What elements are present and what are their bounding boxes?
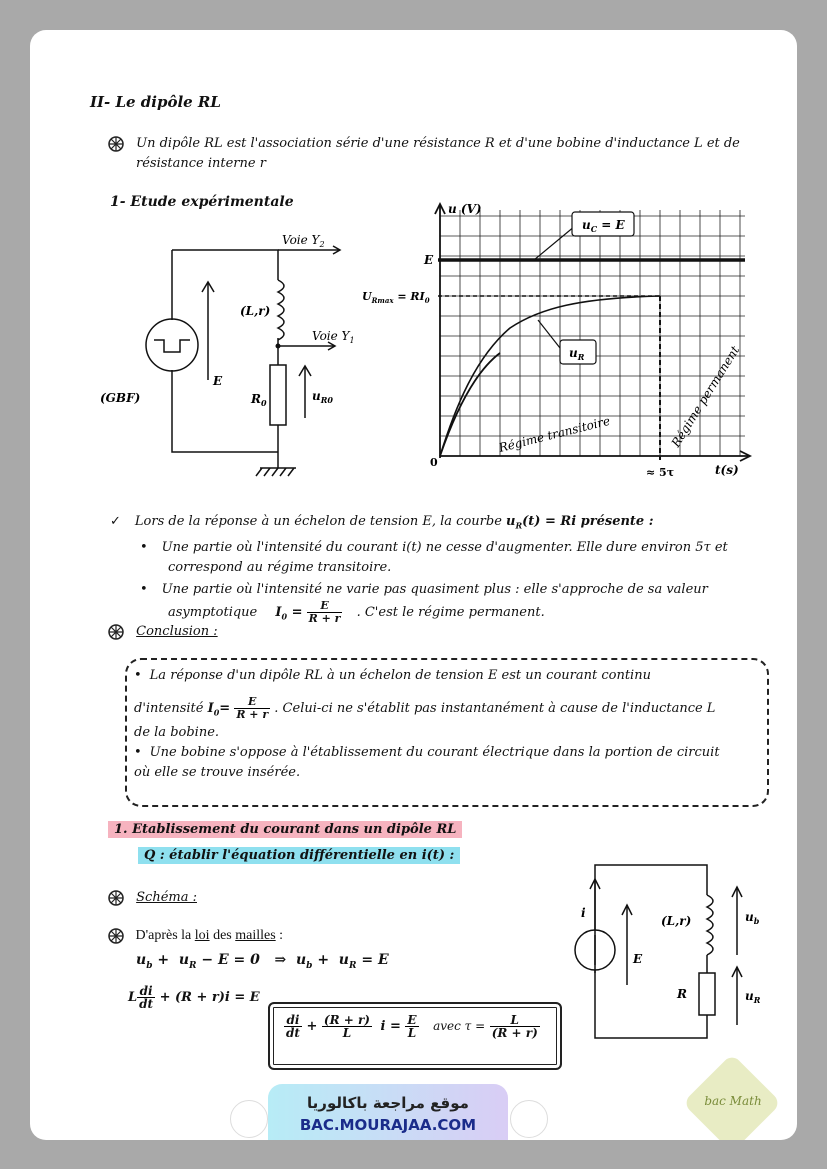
ur0-label: $u_{R0}$ xyxy=(312,389,333,405)
flower-bullet-icon xyxy=(108,136,124,152)
origin-label: 0 xyxy=(430,456,438,469)
observations xyxy=(110,512,780,626)
circuit2-e-label: E xyxy=(633,952,643,966)
y-axis-label: u (V) xyxy=(448,202,482,216)
rl-circuit-diagram xyxy=(90,220,370,490)
banner-arabic: موقع مراجعة باكالوريا xyxy=(307,1094,469,1112)
obs-intro-u: u xyxy=(506,514,516,529)
regime-permanent-label: Régime permanent xyxy=(668,343,743,450)
left-logo-icon xyxy=(230,1100,268,1138)
x-axis-label: t(s) xyxy=(715,463,739,477)
voie-y2-label: Voie $Y_2$ xyxy=(282,233,325,249)
circuit2-ur-label: $u_R$ xyxy=(745,989,761,1005)
obs-eq: = xyxy=(287,604,303,620)
conclusion-dintensite: d'intensité xyxy=(134,701,204,716)
flower-bullet-icon xyxy=(108,624,124,640)
section2-title: 1. Etablissement du courant dans un dipôle RL xyxy=(108,820,462,840)
bullet-icon: • xyxy=(140,539,148,555)
obs-bullet2-end: . C'est le régime permanent. xyxy=(356,604,545,620)
loi-d: mailles xyxy=(235,928,276,943)
conclusion-heading xyxy=(108,622,218,642)
e-voltage-label: E xyxy=(213,374,223,388)
schema-heading xyxy=(108,888,197,908)
current-i-label: i xyxy=(581,906,586,920)
circuit2-lr-label: (L,r) xyxy=(661,914,692,928)
site-banner[interactable] xyxy=(268,1084,508,1140)
obs-i0: I xyxy=(275,604,282,620)
obs-asymptotique: asymptotique xyxy=(168,604,258,620)
conclusion-b2-line2: où elle se trouve insérée. xyxy=(134,764,301,780)
gbf-label: (GBF) xyxy=(100,391,141,405)
obs-intro-d: (t) = Ri présente : xyxy=(522,514,654,529)
response-graph xyxy=(360,198,755,483)
conclusion-b1-line3: de la bobine. xyxy=(134,724,220,740)
ur-callout: $u_R$ xyxy=(569,346,585,362)
regime-transitoire-label: Régime transitoire xyxy=(497,413,612,455)
obs-intro-sub: R xyxy=(515,520,523,531)
five-tau-label: ≈ 5τ xyxy=(646,466,675,479)
document-page xyxy=(30,30,797,1140)
definition-line1: Un dipôle RL est l'association série d'une résistance R et d'une bobine d'inductance L et de xyxy=(136,136,740,151)
question: Q : établir l'équation différentielle en i(t) : xyxy=(138,846,460,866)
boxed-equation-content: $\frac{di}{dt}$ + $\frac{(R + r)}{L}$ i = $\frac{E}{L}$ avec τ = $\frac{L}{(R + r)}$ xyxy=(286,1013,538,1040)
conclusion-fraction: $\frac{E}{R + r}$ xyxy=(236,695,269,721)
flower-bullet-icon xyxy=(108,928,124,944)
conclusion-b1-line1: La réponse d'un dipôle RL à un échelon de tension E est un courant continu xyxy=(149,668,651,683)
banner-url[interactable]: BAC.MOURAJAA.COM xyxy=(299,1116,477,1134)
urmax-label: $U_{Rmax} = RI_0$ xyxy=(362,290,430,305)
loi-heading xyxy=(108,926,283,946)
obs-intro-a: Lors de la réponse à un échelon de tension E, la courbe xyxy=(134,514,507,529)
conclusion-content xyxy=(134,666,759,783)
rl-circuit-2-diagram xyxy=(565,855,785,1045)
obs-fraction: $\frac{E}{R + r}$ xyxy=(308,598,341,625)
loi-e: : xyxy=(275,928,284,943)
bullet-icon: • xyxy=(140,581,148,597)
equation-mailles: $u_b + u_R - E = 0$ ⇒ $u_b + u_R = E$ xyxy=(136,952,389,971)
schema-label: Schéma : xyxy=(136,890,197,905)
voie-y1-label: Voie $Y_1$ xyxy=(312,329,355,345)
obs-bullet1-line2: correspond au régime transitoire. xyxy=(168,559,392,575)
uc-callout: $u_C = E$ xyxy=(582,218,625,234)
loi-a: D'après la xyxy=(135,928,195,943)
section-title: II- Le dipôle RL xyxy=(90,93,221,111)
loi-b: loi xyxy=(194,928,210,943)
bac-math-logo-text: bac Math xyxy=(704,1094,762,1108)
definition xyxy=(108,134,797,174)
lr-label: (L,r) xyxy=(240,304,271,318)
circuit2-r-label: R xyxy=(677,987,687,1001)
conclusion-label: Conclusion : xyxy=(136,624,218,639)
bullet-icon: • xyxy=(134,744,142,760)
conclusion-b1-line2: . Celui-ci ne s'établit pas instantanément à cause de l'inductance L xyxy=(274,701,716,716)
r0-label: $R_0$ xyxy=(251,392,267,408)
bullet-icon: • xyxy=(134,668,142,683)
right-logo-icon xyxy=(510,1100,548,1138)
flower-bullet-icon xyxy=(108,890,124,906)
conclusion-i0-sub: 0 xyxy=(213,707,220,718)
subsection-title: 1- Etude expérimentale xyxy=(110,194,294,210)
loi-c: des xyxy=(209,928,236,943)
obs-bullet1-line1: Une partie où l'intensité du courant i(t) ne cesse d'augmenter. Elle dure environ 5τ et xyxy=(161,539,728,555)
obs-i0-sub: 0 xyxy=(281,611,288,622)
conclusion-eq: = xyxy=(219,701,231,716)
check-icon: ✓ xyxy=(110,514,121,529)
equation-differential: L $\frac{di}{dt}$ + (R + r)i = E xyxy=(128,984,260,1011)
conclusion-b2-line1: Une bobine s'oppose à l'établissement du courant électrique dans la portion de circuit xyxy=(149,744,720,760)
definition-line2: résistance interne r xyxy=(136,156,266,171)
e-level-label: E xyxy=(424,253,434,267)
ub-label: $u_b$ xyxy=(745,910,760,926)
conclusion-i0: I xyxy=(207,701,214,716)
obs-bullet2-line1: Une partie où l'intensité ne varie pas quasiment plus : elle s'approche de sa valeur xyxy=(161,581,708,597)
